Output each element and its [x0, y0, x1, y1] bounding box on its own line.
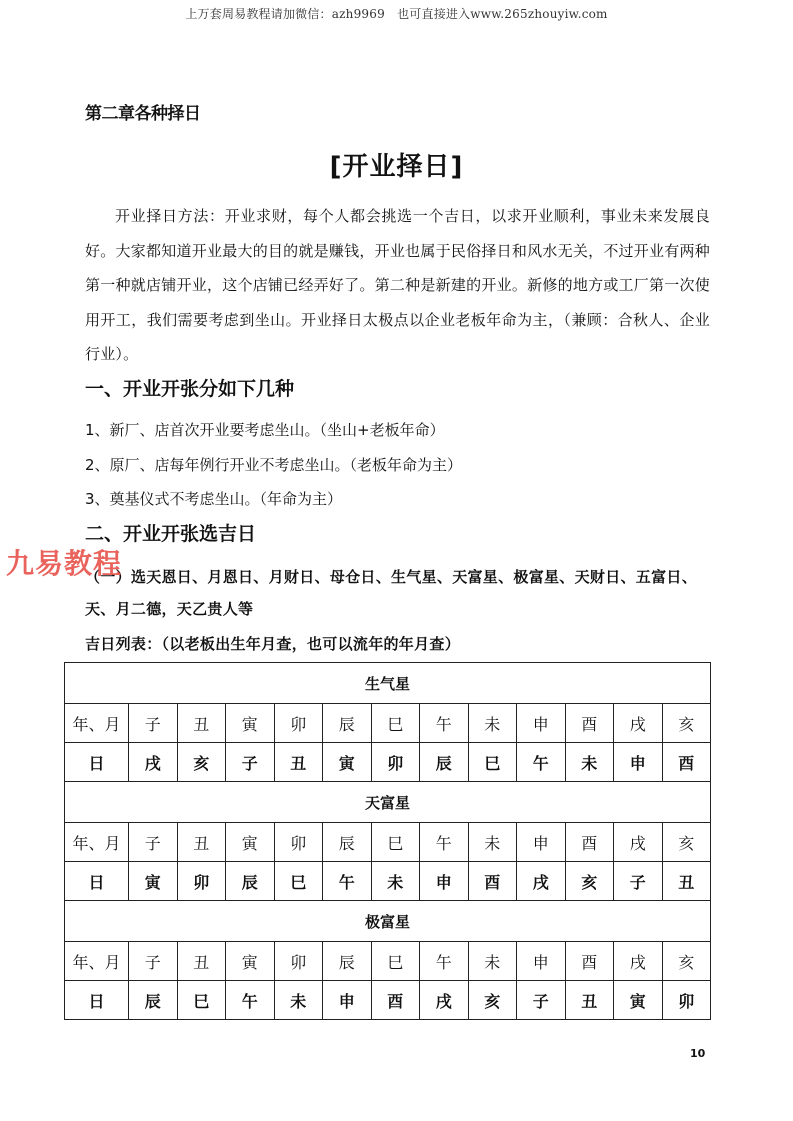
select-days-line-1: （一）选天恩日、月恩日、月财日、母仓日、生气星、天富星、极富星、天财日、五富日、	[85, 568, 698, 586]
result-row	[65, 981, 711, 1020]
result-cell: 酉	[371, 981, 420, 1020]
branch-cell: 巳	[371, 823, 420, 862]
result-cell: 丑	[662, 862, 711, 901]
result-cell: 巳	[177, 981, 226, 1020]
result-cell: 卯	[177, 862, 226, 901]
page-number: 10	[690, 1047, 706, 1060]
list-item: 3、奠基仪式不考虑坐山。（年命为主）	[85, 490, 343, 508]
result-cell: 丑	[565, 981, 614, 1020]
intro-paragraph: 开业择日方法：开业求财，每个人都会挑选一个吉日，以求开业顺利，事业未来发展良好。大家都知道开业最大的目的就是赚钱，开业也属于民俗择日和风水无关，不过开业有两种第一种就店铺开业，这个店铺已经弄好了。第二种是新建的开业。新修的地方或工厂第一次使用开工，我们需要考虑到坐山。开业择日太极点以企业老板年命为主，（兼顾：合秋人、企业行业）。	[85, 207, 710, 363]
result-cell: 戌	[517, 862, 566, 901]
result-cell: 卯	[662, 981, 711, 1020]
branch-cell: 申	[517, 823, 566, 862]
star-title-row	[65, 663, 711, 704]
result-cell: 未	[274, 981, 323, 1020]
branch-cell: 巳	[371, 942, 420, 981]
result-cell: 酉	[662, 743, 711, 782]
section-title: [开业择日]	[329, 152, 464, 182]
day-label: 日	[65, 862, 129, 901]
branch-cell: 卯	[274, 942, 323, 981]
branch-cell: 寅	[226, 942, 275, 981]
branch-cell: 辰	[323, 704, 372, 743]
auspicious-day-table	[64, 662, 711, 1020]
star-title-row	[65, 901, 711, 942]
day-label: 日	[65, 981, 129, 1020]
result-cell: 寅	[614, 981, 663, 1020]
branch-header-row	[65, 942, 711, 981]
branch-cell: 丑	[177, 942, 226, 981]
branch-cell: 未	[468, 704, 517, 743]
result-cell: 申	[614, 743, 663, 782]
result-cell: 巳	[274, 862, 323, 901]
branch-cell: 卯	[274, 823, 323, 862]
select-days-line-2: 天、月二德，天乙贵人等	[85, 600, 254, 618]
branch-cell: 酉	[565, 704, 614, 743]
result-cell: 寅	[323, 743, 372, 782]
branch-cell: 子	[129, 704, 178, 743]
branch-cell: 辰	[323, 942, 372, 981]
branch-cell: 丑	[177, 704, 226, 743]
branch-cell: 申	[517, 942, 566, 981]
result-cell: 巳	[468, 743, 517, 782]
result-cell: 子	[226, 743, 275, 782]
star-title: 生气星	[65, 663, 711, 704]
branch-cell: 酉	[565, 942, 614, 981]
branch-cell: 戌	[614, 704, 663, 743]
result-cell: 子	[614, 862, 663, 901]
result-cell: 卯	[371, 743, 420, 782]
branch-header-row	[65, 704, 711, 743]
branch-cell: 午	[420, 942, 469, 981]
result-cell: 亥	[565, 862, 614, 901]
branch-cell: 亥	[662, 823, 711, 862]
star-title: 天富星	[65, 782, 711, 823]
result-cell: 申	[323, 981, 372, 1020]
result-cell: 未	[371, 862, 420, 901]
branch-cell: 辰	[323, 823, 372, 862]
result-row	[65, 743, 711, 782]
branch-cell: 未	[468, 942, 517, 981]
branch-cell: 亥	[662, 704, 711, 743]
header-banner: 上万套周易教程请加微信：azh9969 也可直接进入www.265zhouyiw.com	[185, 7, 608, 21]
branch-cell: 巳	[371, 704, 420, 743]
heading-types: 一、开业开张分如下几种	[85, 378, 295, 400]
list-item: 2、原厂、店每年例行开业不考虑坐山。（老板年命为主）	[85, 456, 463, 474]
branch-cell: 亥	[662, 942, 711, 981]
branch-cell: 未	[468, 823, 517, 862]
year-month-label: 年、月	[65, 823, 129, 862]
branch-header-row	[65, 823, 711, 862]
branch-cell: 子	[129, 823, 178, 862]
branch-cell: 寅	[226, 704, 275, 743]
year-month-label: 年、月	[65, 942, 129, 981]
result-cell: 午	[226, 981, 275, 1020]
result-cell: 未	[565, 743, 614, 782]
branch-cell: 子	[129, 942, 178, 981]
result-cell: 午	[323, 862, 372, 901]
branch-cell: 酉	[565, 823, 614, 862]
list-item: 1、新厂、店首次开业要考虑坐山。（坐山+老板年命）	[85, 421, 445, 439]
branch-cell: 申	[517, 704, 566, 743]
branch-cell: 卯	[274, 704, 323, 743]
result-cell: 辰	[420, 743, 469, 782]
result-cell: 戌	[129, 743, 178, 782]
branch-cell: 戌	[614, 942, 663, 981]
watermark-logo: 九易教程	[6, 547, 123, 580]
heading-select-days: 二、开业开张选吉日	[85, 523, 257, 545]
result-cell: 亥	[177, 743, 226, 782]
result-cell: 酉	[468, 862, 517, 901]
table-caption: 吉日列表：（以老板出生年月查，也可以流年的年月查）	[85, 635, 461, 653]
result-cell: 寅	[129, 862, 178, 901]
branch-cell: 丑	[177, 823, 226, 862]
star-title-row	[65, 782, 711, 823]
star-title: 极富星	[65, 901, 711, 942]
branch-cell: 戌	[614, 823, 663, 862]
result-cell: 申	[420, 862, 469, 901]
result-cell: 戌	[420, 981, 469, 1020]
year-month-label: 年、月	[65, 704, 129, 743]
result-cell: 亥	[468, 981, 517, 1020]
day-label: 日	[65, 743, 129, 782]
result-cell: 子	[517, 981, 566, 1020]
branch-cell: 午	[420, 823, 469, 862]
result-row	[65, 862, 711, 901]
chapter-title: 第二章各种择日	[85, 104, 201, 124]
result-cell: 午	[517, 743, 566, 782]
result-cell: 丑	[274, 743, 323, 782]
branch-cell: 午	[420, 704, 469, 743]
result-cell: 辰	[226, 862, 275, 901]
result-cell: 辰	[129, 981, 178, 1020]
branch-cell: 寅	[226, 823, 275, 862]
